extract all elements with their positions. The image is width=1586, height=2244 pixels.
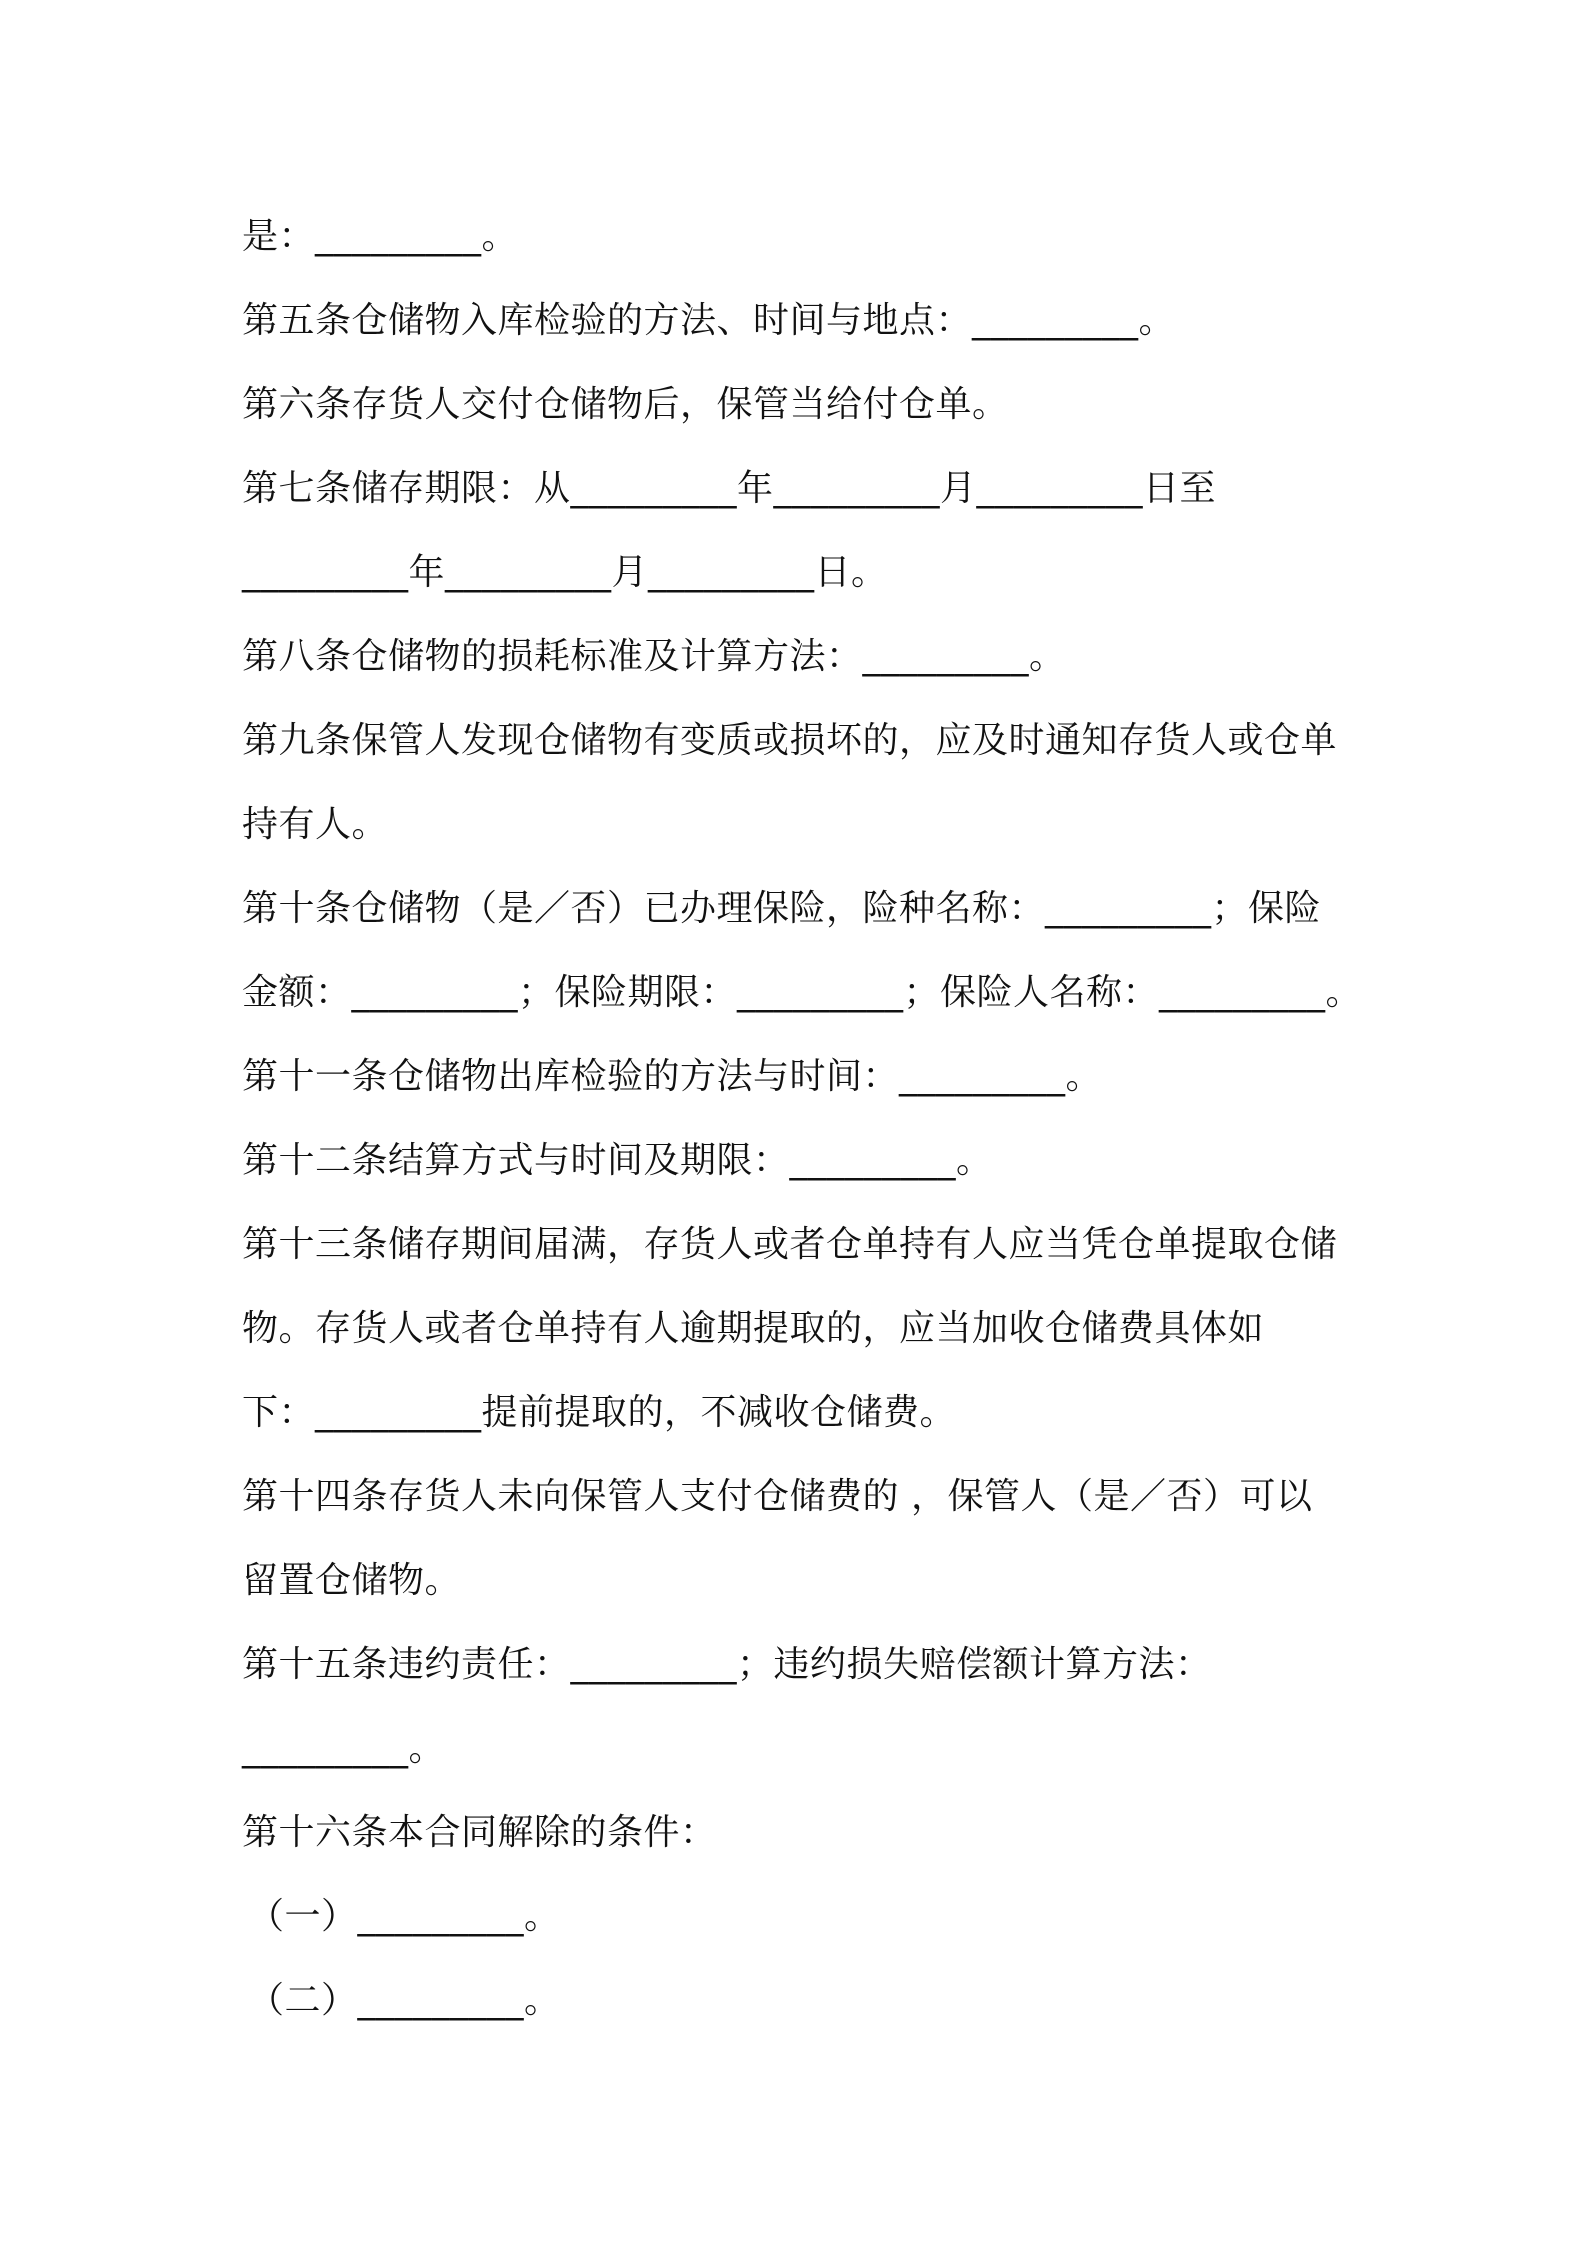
text-line: 第六条存货人交付仓储物后，保管当给付仓单。	[242, 384, 1009, 425]
text-line: _________年_________月_________日。	[242, 552, 888, 593]
text-line: 第十四条存货人未向保管人支付仓储费的 ，保管人（是／否）可以	[242, 1476, 1313, 1517]
text-line: （一）_________。	[248, 1896, 561, 1937]
text-line: 第十六条本合同解除的条件：	[242, 1812, 717, 1853]
text-line: 物。存货人或者仓单持有人逾期提取的，应当加收仓储费具体如	[242, 1308, 1265, 1349]
text-line: 第十二条结算方式与时间及期限：_________。	[242, 1140, 993, 1181]
text-line: 第八条仓储物的损耗标准及计算方法：_________。	[242, 636, 1066, 677]
text-line: 第九条保管人发现仓储物有变质或损坏的，应及时通知存货人或仓单	[242, 720, 1338, 761]
text-line: 第七条储存期限：从_________年_________月_________日至	[242, 468, 1217, 509]
text-line: 第十五条违约责任：_________；违约损失赔偿额计算方法：	[242, 1644, 1212, 1685]
text-line: 第十条仓储物（是／否）已办理保险，险种名称：_________；保险	[242, 888, 1322, 929]
text-line: 第十三条储存期间届满，存货人或者仓单持有人应当凭仓单提取仓储	[242, 1224, 1338, 1265]
text-line: 持有人。	[242, 804, 389, 845]
text-line: （二）_________。	[248, 1980, 561, 2021]
text-line: 金额：_________；保险期限：_________；保险人名称：_________。	[242, 972, 1363, 1013]
text-line: 是：_________。	[242, 216, 519, 257]
text-line: 下：_________提前提取的，不减收仓储费。	[242, 1392, 957, 1433]
text-line: _________。	[242, 1728, 446, 1769]
contract-text	[242, 195, 1362, 2043]
text-line: 第十一条仓储物出库检验的方法与时间：_________。	[242, 1056, 1103, 1097]
text-line: 留置仓储物。	[242, 1560, 462, 1601]
text-line: 第五条仓储物入库检验的方法、时间与地点：_________。	[242, 300, 1176, 341]
